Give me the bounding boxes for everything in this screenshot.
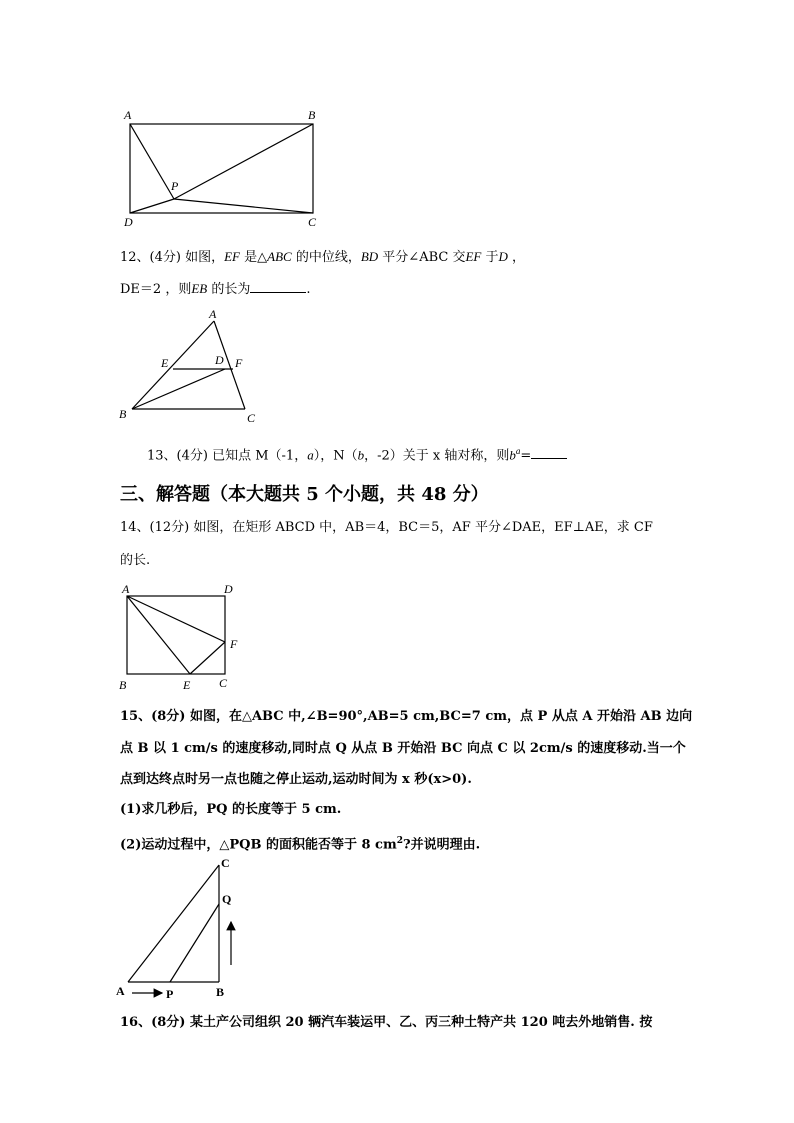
section-heading: 三、解答题（本大题共 5 个小题，共 48 分） — [120, 484, 489, 505]
label-d: D — [124, 215, 133, 229]
segment-pq — [170, 904, 219, 982]
label-c: C — [219, 676, 228, 690]
q15-line2: 点 B 以 1 cm/s 的速度移动,同时点 Q 从点 B 开始沿 BC 向点 C 以 2cm/s 的速度移动.当一个 — [120, 741, 686, 756]
label-a: A — [124, 108, 132, 122]
label-a: A — [209, 307, 217, 321]
label-a: A — [116, 984, 125, 998]
label-d: D — [215, 353, 224, 367]
label-e: E — [183, 678, 191, 692]
answer-blank — [531, 446, 567, 459]
label-c: C — [308, 215, 317, 229]
q14-line1: 14、(12分) 如图，在矩形 ABCD 中，AB＝4，BC＝5，AF 平分∠DAE，EF⊥AE，求 CF — [120, 520, 653, 535]
segment-dp — [130, 199, 174, 213]
label-q: Q — [222, 892, 232, 906]
segment-af — [127, 596, 225, 642]
q12-line2: DE＝2 ，则EB 的长为 . — [120, 281, 311, 297]
label-c: C — [247, 411, 256, 425]
segment-cp — [174, 199, 313, 213]
label-b: B — [308, 108, 316, 122]
figure-rectangle-abcd-p — [118, 106, 328, 231]
rectangle-abcd — [130, 124, 313, 213]
q15-line3: 点到达终点时另一点也随之停止运动,运动时间为 x 秒(x>0). — [120, 772, 472, 787]
segment-bd — [132, 369, 225, 409]
segment-bp — [174, 124, 313, 199]
segment-ab — [132, 321, 214, 409]
label-a: A — [122, 582, 130, 596]
q14-line2: 的长. — [120, 553, 151, 568]
figure-rectangle-abcd-ef — [115, 580, 250, 695]
label-e: E — [161, 356, 169, 370]
q15-part2: (2)运动过程中，△PQB 的面积能否等于 8 $cm^2$?并说明理由. — [120, 836, 481, 853]
q12-line1: 12、(4分) 如图，EF 是△ABC 的中位线，BD 平分∠ABC 交EF 于D ， — [120, 249, 526, 265]
answer-blank — [250, 280, 306, 293]
figure-right-triangle-moving-points — [112, 852, 252, 1002]
label-f: F — [230, 637, 238, 651]
label-p: P — [166, 987, 174, 1001]
q15-part1: (1)求几秒后，PQ 的长度等于 5 cm. — [120, 802, 342, 817]
segment-ef — [190, 642, 225, 674]
segment-ac — [128, 865, 219, 982]
label-b: B — [216, 985, 225, 999]
label-c: C — [221, 856, 230, 870]
q15-line1: 15、(8分) 如图，在△ABC 中,∠B=90°,AB=5 cm,BC=7 cm，点 P 从点 A 开始沿 AB 边向 — [120, 709, 693, 724]
label-p: P — [171, 179, 179, 193]
q16-line1: 16、(8分) 某土产公司组织 20 辆汽车装运甲、乙、丙三种土特产共 120 吨去外地销售. 按 — [120, 1015, 653, 1030]
q13-line: 13、(4分) 已知点 M（-1，a），N（b，-2）关于 x 轴对称，则$b^a=$ — [147, 441, 567, 466]
figure-triangle-midline — [115, 305, 265, 430]
segment-ap — [130, 124, 174, 199]
label-f: F — [235, 356, 243, 370]
label-d: D — [224, 582, 233, 596]
label-b: B — [119, 678, 127, 692]
segment-ae — [127, 596, 190, 674]
label-b: B — [119, 407, 127, 421]
